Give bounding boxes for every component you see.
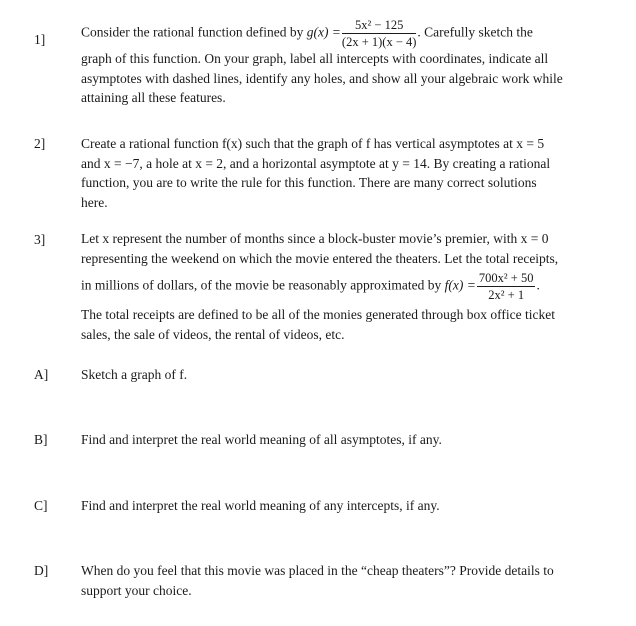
problem-3-denominator: 2x² + 1 [488, 288, 525, 302]
problem-1-after: . Carefully sketch the [417, 24, 533, 40]
part-a-text: Sketch a graph of f. [81, 367, 188, 382]
problem-2-line-4: here. [81, 194, 108, 210]
problem-1-number: 1] [34, 32, 46, 47]
problem-3-line-3-intro: in millions of dollars, of the movie be reasonably approximated by [81, 277, 445, 293]
problem-1-line-3: asymptotes with dashed lines, identify any holes, and show all your algebraic work while [81, 70, 563, 86]
part-b-number: B] [34, 432, 48, 447]
problem-3-text [81, 229, 615, 344]
problem-3-number: 3] [34, 232, 46, 247]
problem-1-numerator: 5x² − 125 [342, 18, 417, 34]
part-c-number: C] [34, 498, 48, 513]
problem-1-line-1 [81, 18, 615, 49]
problem-3-line-1: Let x represent the number of months since a block-buster movie’s premier, with x = 0 [81, 231, 549, 246]
problem-3-line-3 [81, 271, 615, 302]
part-d-text [81, 561, 615, 600]
part-d-line-1: When do you feel that this movie was placed in the “cheap theaters”? Provide details to [81, 563, 554, 578]
problem-1-fraction [342, 18, 417, 49]
problem-3-line-3-end: . [536, 277, 540, 293]
problem-3-fraction [477, 271, 536, 302]
problem-2-number: 2] [34, 136, 46, 151]
problem-2-line-2: and x = −7, a hole at x = 2, and a horizontal asymptote at y = 14. By creating a rational [81, 155, 551, 171]
problem-2-line-1: Create a rational function f(x) such that the graph of f has vertical asymptotes at x = 5 [81, 136, 545, 151]
part-d-number: D] [34, 563, 49, 578]
problem-1-line-2: graph of this function. On your graph, label all intercepts with coordinates, indicate all [81, 51, 549, 66]
part-c-text: Find and interpret the real world meaning of any intercepts, if any. [81, 498, 440, 513]
problem-2-line-3: function, you are to write the rule for this function. There are many correct solutions [81, 175, 537, 190]
problem-1-function-name: g(x) = [306, 24, 341, 40]
problem-3-line-5: sales, the sale of videos, the rental of videos, etc. [81, 326, 345, 342]
problem-3-line-2: representing the weekend on which the movie entered the theaters. Let the total receipts, [81, 250, 559, 266]
problem-3-numerator: 700x² + 50 [478, 271, 534, 285]
problem-1-line-4: attaining all these features. [81, 90, 226, 105]
part-d-line-2: support your choice. [81, 582, 192, 598]
problem-2-text [81, 134, 615, 212]
problem-3-function-name: f(x) = [444, 277, 476, 293]
problem-1-text [81, 18, 615, 108]
problem-3-line-4: The total receipts are defined to be all of the monies generated through box office ticket [81, 307, 555, 322]
part-b-text: Find and interpret the real world meaning of all asymptotes, if any. [81, 432, 442, 447]
part-a-number: A] [34, 367, 49, 382]
problem-1-denominator: (2x + 1)(x − 4) [341, 35, 417, 49]
problem-1-intro: Consider the rational function defined by [81, 24, 307, 40]
